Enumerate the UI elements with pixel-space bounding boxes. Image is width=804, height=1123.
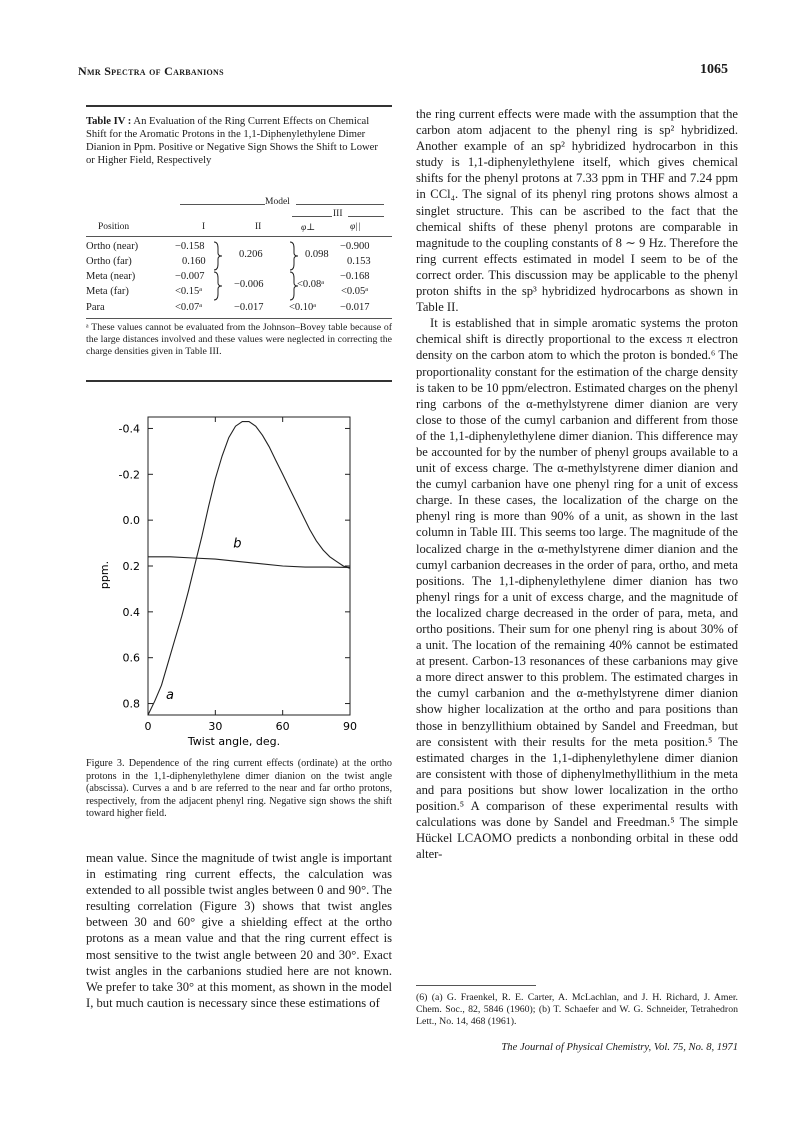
table-caption-label: Table IV : <box>86 116 132 127</box>
plot-frame <box>148 417 350 715</box>
row-para-phi-par: −0.017 <box>340 302 370 313</box>
model3-bracket-left <box>292 216 332 217</box>
y-tick-label: 0.0 <box>122 514 140 528</box>
footnote-rule <box>416 985 536 986</box>
y-axis-label: ppm. <box>98 560 111 590</box>
footnote-6: (6) (a) G. Fraenkel, R. E. Carter, A. McLachlan, and J. H. Richard, J. Amer. Chem. Soc., 82, 5846 (1960); (b) T. Schaefer and W. G. Schneider, Tetrahedron Lett., No. 14, 468 (1961). <box>416 992 738 1027</box>
row-meta-near-position: Meta (near) <box>86 271 136 282</box>
curve-a-label: a <box>165 687 174 703</box>
row-para-position: Para <box>86 302 105 313</box>
row-ortho-far-position: Ortho (far) <box>86 256 132 267</box>
col-header-i: I <box>202 222 206 232</box>
right-body-paragraph-2: It is established that in simple aromatic systems the proton chemical shift is directly proportional to the excess π electron density on the carbon atom to which the proton is bonded.⁶ The proportionality constant for the estimation of the charge density is taken to be 10 ppm/electron. Estimated charges on the phenyl ring carbons of the α-methylstyrene dimer dianion are very close to those of the cumyl carbanion and different from those of the 1,1-diphenylethylene dimer dianion. This difference may be accounted for by the number of phenyl groups available to a unit of excess charge. The α-methylstyrene dimer dianion and the cumyl carbanion have one phenyl ring for a unit of excess charge. In these cases, the localization of the charge on the phenyl ring is more than 90% of a unit, as shown in the last column in Table III. This seems too large. The magnitude of the localized charge in the α-methylstyrene dimer dianion and the cumyl carbanion decreases in the order of para, ortho, and meta positions. The 1,1-diphenylethylene dimer dianion has two phenyl rings for a unit of excess charge, and the magnitude of the localized charge decreased in the order of para, meta, and ortho positions. Their sum for one phenyl ring is about 30% of a unit. The location of the remaining 40% cannot be estimated at present. Carbon-13 resonances of these carbanions may give a more direct answer to this problem. The estimated charges in the cumyl carbanion and the α-methylstyrene dimer dianion show higher localization at the ortho and para positions than those in benzyllithium obtained by Sandel and Freedman, but are consistent with their results for the meta position.⁵ The estimated charges in the 1,1-diphenylethylene dimer dianion are consistent with those of diphenylmethyllithium in the meta and para positions but show lower localization in the ortho position.⁵ A comparison of these experimental results with calculations was done by Sandel and Freedman.⁵ The simple Hückel LCAOMO predicts a nonbonding orbital in these odd alter- <box>416 316 738 862</box>
row-ortho-near-i: −0.158 <box>175 241 205 252</box>
row-meta-far-position: Meta (far) <box>86 286 129 297</box>
model3-label: III <box>333 209 343 219</box>
y-tick-label: 0.4 <box>122 605 140 619</box>
table-end-rule <box>86 380 392 382</box>
table-top-rule <box>86 105 392 107</box>
table-caption-text: An Evaluation of the Ring Current Effects on Chemical Shift for the Aromatic Protons in the 1,1-Diphenylethylene Dimer Dianion in Ppm. Positive or Negative Sign Shows the Shift to Lower or Higher Field, Respectively <box>86 116 378 166</box>
model3-bracket-right <box>348 216 384 217</box>
series-curve-a <box>148 422 350 715</box>
series-curve-b <box>148 557 350 568</box>
bracket-meta-i <box>214 272 222 300</box>
row-ortho-far-i: 0.160 <box>182 256 206 267</box>
table-caption <box>86 115 386 167</box>
table-brackets <box>210 240 340 302</box>
left-body-text <box>86 850 392 1011</box>
figure-3-caption: Figure 3. Dependence of the ring current effects (ordinate) at the ortho protons in the 1,1-diphenylethylene dimer dianion on the twist angle (abscissa). Curves a and b are referred to the near and far ortho protons, respectively, from the adjacent phenyl ring. Negative sign shows the shift toward higher field. <box>86 758 392 820</box>
row-meta-phi-perp: <0.08ᵃ <box>297 279 325 290</box>
col-header-position: Position <box>98 222 130 232</box>
row-meta-near-i: −0.007 <box>175 271 205 282</box>
y-tick-label: 0.6 <box>122 651 140 665</box>
model-label: Model <box>265 197 290 207</box>
row-meta-far-phi-par: <0.05ᵃ <box>341 286 369 297</box>
left-body-paragraph: mean value. Since the magnitude of twist angle is important in estimating ring current effects, the calculation was extended to all possible twist angles between 0 and 90°. The resulting correlation (Figure 3) shows that twist angles between 30 and 60° give a shielding effect at the ortho protons as a mean value and that the ring current effect is most sensitive to the twist angle between 20 and 30°. Exact twist angles in the carbanions studied here are not known. We prefer to take 30° at this moment, as shown in the model I, but much caution is necessary since these estimations of <box>86 851 392 1010</box>
row-para-ii: −0.017 <box>234 302 264 313</box>
bracket-ortho-i <box>214 242 222 270</box>
table-header-rule <box>86 236 392 237</box>
x-tick-label: 0 <box>144 720 152 733</box>
bracket-ortho-phi <box>290 242 298 270</box>
row-ortho-near-phi-par: −0.900 <box>340 241 370 252</box>
x-tick-label: 30 <box>208 720 223 733</box>
x-tick-label: 60 <box>275 720 290 733</box>
row-meta-ii: −0.006 <box>234 279 264 290</box>
curve-b-label: b <box>233 536 242 552</box>
table-footnote: ᵃ These values cannot be evaluated from the Johnson–Bovey table because of the large distances involved and these values were neglected in correcting the charge densities given in Table III. <box>86 322 392 357</box>
running-title: Nmr Spectra of Carbanions <box>78 64 224 78</box>
row-ortho-ii: 0.206 <box>239 249 263 260</box>
y-tick-label: -0.2 <box>118 468 140 482</box>
row-para-i: <0.07ᵃ <box>175 302 203 313</box>
model-bracket-left <box>180 204 265 205</box>
figure-3-chart <box>86 395 396 755</box>
row-ortho-near-position: Ortho (near) <box>86 241 139 252</box>
row-meta-far-i: <0.15ᵃ <box>175 286 203 297</box>
journal-footer: The Journal of Physical Chemistry, Vol. 75, No. 8, 1971 <box>501 1042 738 1053</box>
right-body-text <box>416 106 738 862</box>
col-header-phi-perp: φ⊥ <box>301 223 316 233</box>
row-para-phi-perp: <0.10ᵃ <box>289 302 317 313</box>
col-header-ii: II <box>255 222 262 232</box>
col-header-phi-par: φ|| <box>350 222 361 232</box>
model-bracket-right <box>296 204 384 205</box>
y-tick-label: 0.8 <box>122 697 140 711</box>
bracket-meta-phi <box>290 272 298 300</box>
x-axis-label: Twist angle, deg. <box>187 735 281 748</box>
y-tick-label: 0.2 <box>122 560 140 573</box>
y-tick-label: -0.4 <box>118 422 140 436</box>
row-ortho-far-phi-par: 0.153 <box>347 256 371 267</box>
x-tick-label: 90 <box>343 720 357 733</box>
row-ortho-phi-perp: 0.098 <box>305 249 329 260</box>
table-bottom-rule <box>86 318 392 319</box>
row-meta-near-phi-par: −0.168 <box>340 271 370 282</box>
right-body-paragraph-1: the ring current effects were made with the assumption that the carbon atom adjacent to the phenyl ring is sp² hybridized. Another example of an sp² hybridized hydrocarbon in this study is 1,1-diphenylethylene itself, which gives chemical shifts for the phenyl protons at 7.33 ppm in THF and 7.24 ppm in CCl₄. The signal of its phenyl ring protons shows almost a singlet structure. This can be ascribed to the fact that the chemical shifts of these phenyl protons are comparable in magnitude to the coupling constants of 8 ∼ 9 Hz. Therefore the ring current effects estimated in model I seem to be of the correct order. This discussion may be applicable to the phenyl proton shifts in the sp³ hybridized hydrocarbons as shown in Table II. <box>416 107 738 315</box>
page-number: 1065 <box>700 62 728 77</box>
